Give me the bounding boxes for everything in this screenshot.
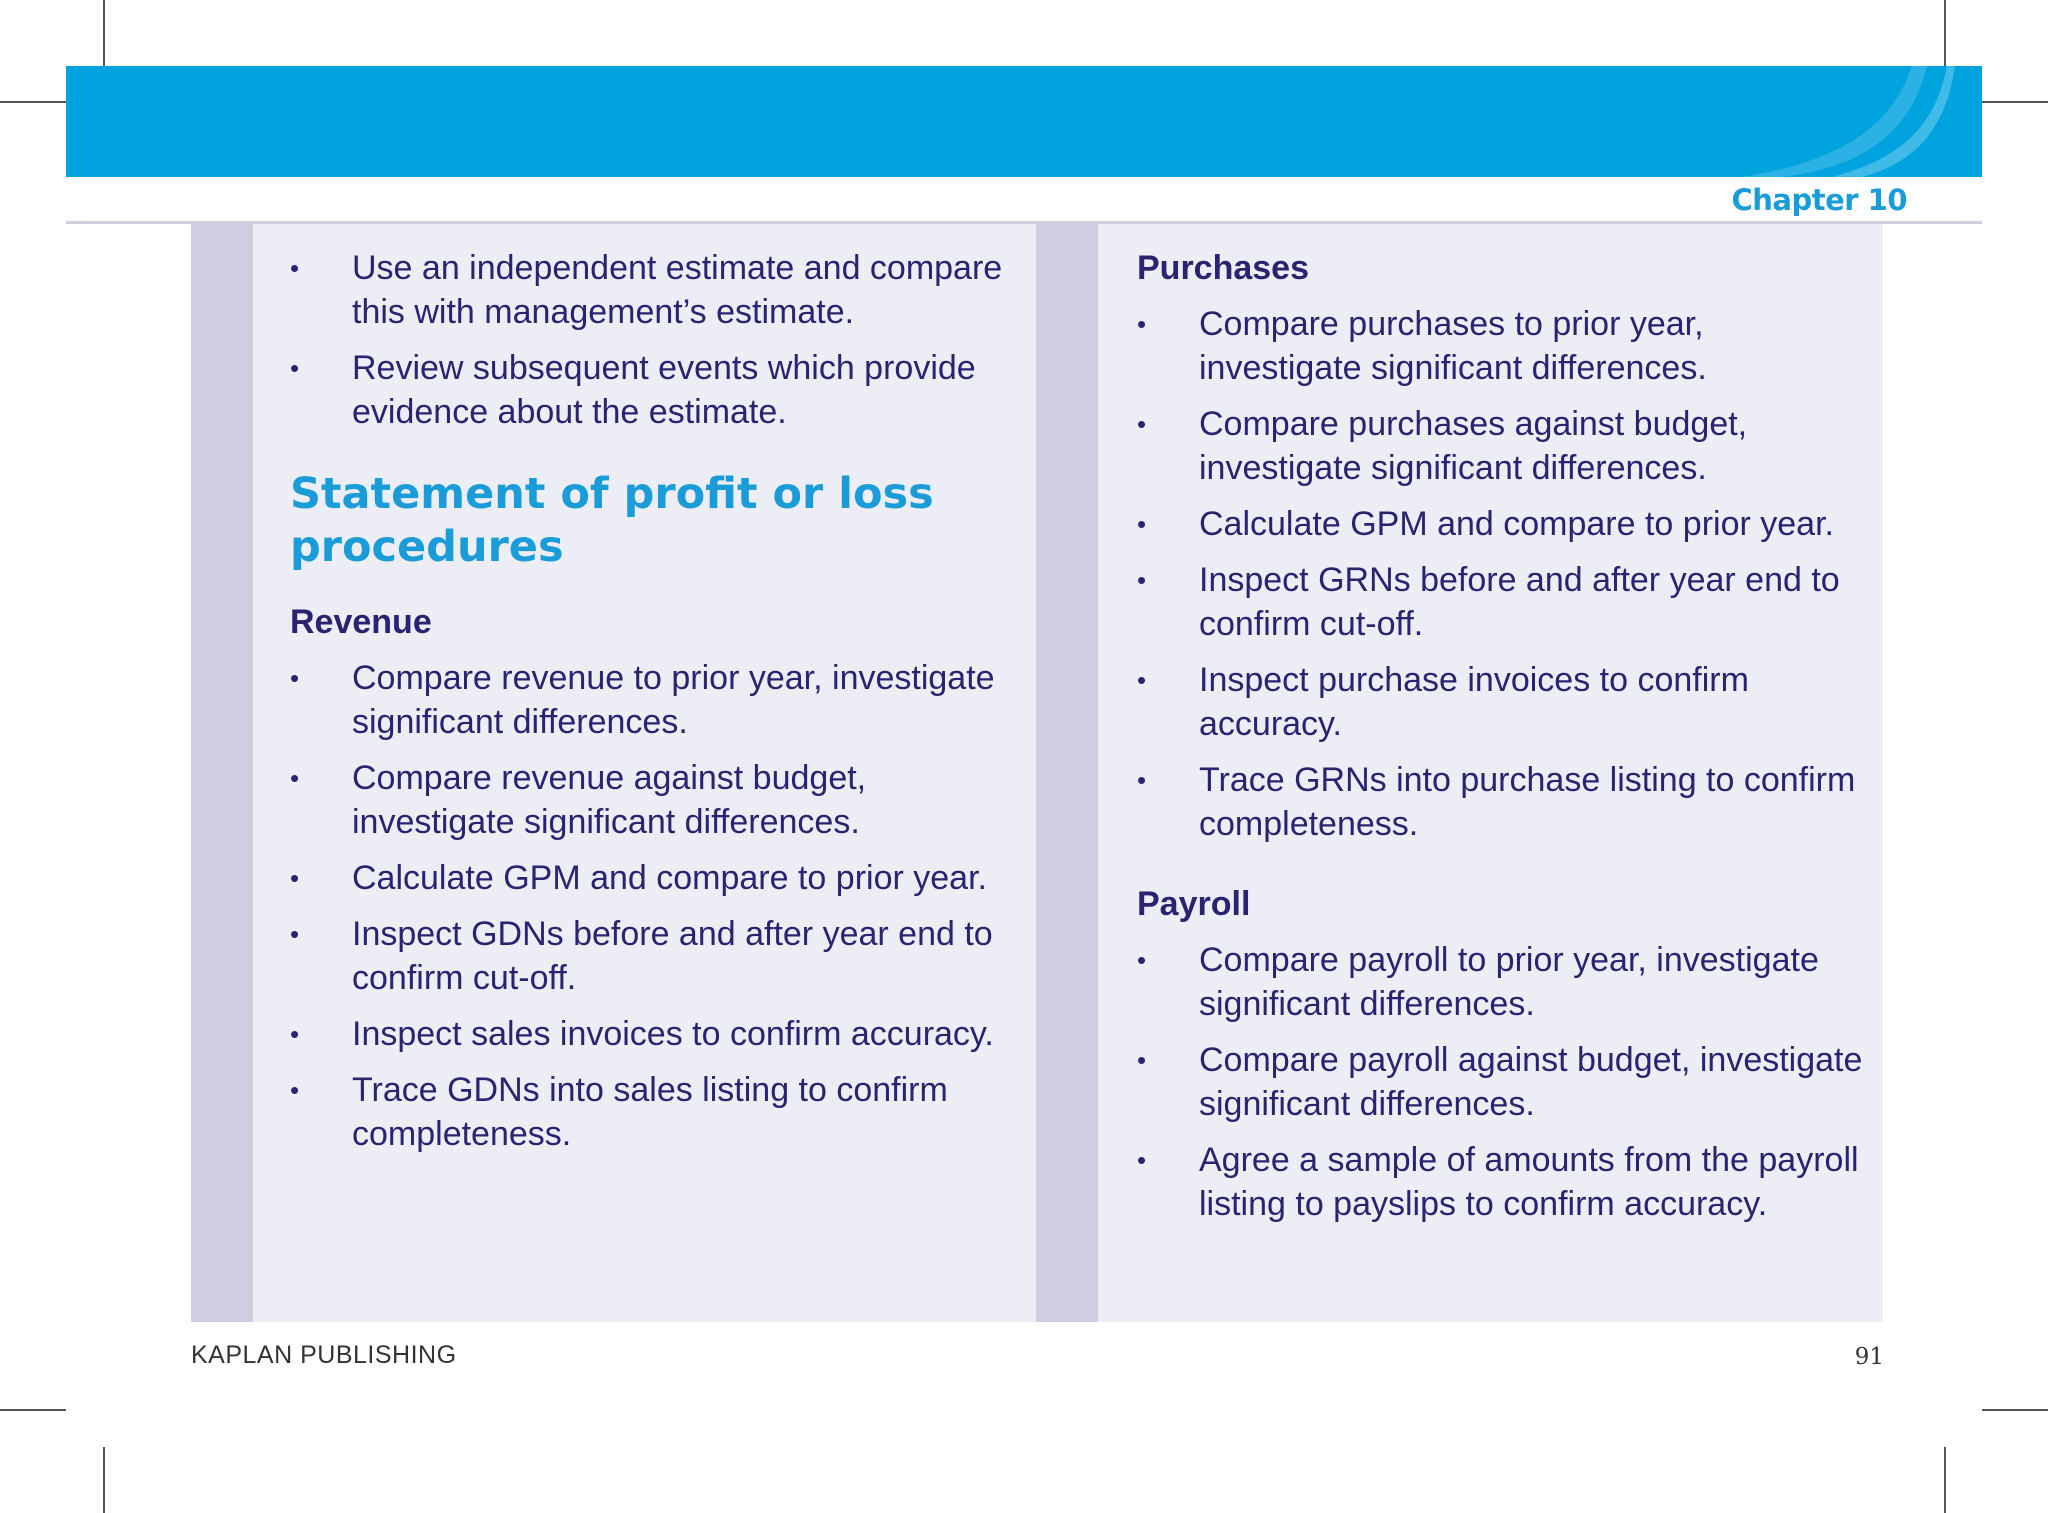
bullet-icon: • [1137, 309, 1147, 339]
right-column [1036, 224, 1883, 1322]
chapter-label: Chapter 10 [1731, 183, 1907, 217]
crop-mark [1982, 101, 2048, 103]
header-banner [66, 66, 1982, 177]
list-item: • Compare purchases against budget, investigate significant differences. [1137, 402, 1867, 490]
column-sidebar [1036, 224, 1098, 1322]
swoosh-decoration [1722, 66, 1982, 177]
list-item: • Agree a sample of amounts from the payroll listing to payslips to confirm accuracy. [1137, 1138, 1867, 1226]
list-item: • Compare payroll against budget, investigate significant differences. [1137, 1038, 1867, 1126]
list-item: • Inspect GDNs before and after year end to confirm cut-off. [290, 912, 1010, 1000]
revenue-title: Revenue [290, 603, 432, 641]
list-item: • Calculate GPM and compare to prior year. [1137, 502, 1867, 546]
left-column [191, 224, 1036, 1322]
bullet-icon: • [1137, 665, 1147, 695]
list-item: • Inspect purchase invoices to confirm accuracy. [1137, 658, 1867, 746]
crop-mark [0, 101, 66, 103]
list-item: • Review subsequent events which provide evidence about the estimate. [290, 346, 1010, 434]
bullet-icon: • [1137, 409, 1147, 439]
list-item: • Use an independent estimate and compare this with management’s estimate. [290, 246, 1010, 334]
crop-mark [1982, 1409, 2048, 1411]
revenue-list [290, 656, 1010, 1156]
bullet-icon: • [1137, 565, 1147, 595]
list-item: • Calculate GPM and compare to prior year. [290, 856, 1010, 900]
bullet-icon: • [1137, 509, 1147, 539]
list-item: • Trace GRNs into purchase listing to confirm completeness. [1137, 758, 1867, 846]
purchases-title: Purchases [1137, 249, 1309, 287]
bullet-icon: • [290, 763, 300, 793]
spacer [1137, 858, 1867, 882]
list-item: • Inspect GRNs before and after year end to confirm cut-off. [1137, 558, 1867, 646]
purchases-list [1137, 302, 1867, 846]
crop-mark [103, 0, 105, 66]
bullet-icon: • [1137, 765, 1147, 795]
section-heading: Statement of profit or loss procedures [290, 469, 934, 572]
list-item: • Compare payroll to prior year, investigate significant differences. [1137, 938, 1867, 1026]
column-sidebar [191, 224, 253, 1322]
bullet-icon: • [290, 919, 300, 949]
bullet-icon: • [290, 253, 300, 283]
bullet-icon: • [290, 353, 300, 383]
list-item: • Trace GDNs into sales listing to confirm completeness. [290, 1068, 1010, 1156]
payroll-title: Payroll [1137, 885, 1251, 923]
list-item: • Compare revenue against budget, investigate significant differences. [290, 756, 1010, 844]
right-content [1137, 246, 1867, 1238]
left-content [290, 246, 1010, 1168]
bullet-icon: • [290, 863, 300, 893]
bullet-icon: • [1137, 1045, 1147, 1075]
list-item: • Compare purchases to prior year, investigate significant differences. [1137, 302, 1867, 390]
intro-list [290, 246, 1010, 434]
list-item: • Compare revenue to prior year, investigate significant differences. [290, 656, 1010, 744]
crop-mark [103, 1447, 105, 1513]
crop-mark [1944, 0, 1946, 66]
bullet-icon: • [290, 1075, 300, 1105]
bullet-icon: • [1137, 1145, 1147, 1175]
bullet-icon: • [1137, 945, 1147, 975]
bullet-icon: • [290, 663, 300, 693]
crop-mark [1944, 1447, 1946, 1513]
payroll-list [1137, 938, 1867, 1226]
bullet-icon: • [290, 1019, 300, 1049]
publisher-footer: KAPLAN PUBLISHING [191, 1341, 457, 1369]
crop-mark [0, 1409, 66, 1411]
page-number: 91 [1854, 1344, 1884, 1370]
list-item: • Inspect sales invoices to confirm accuracy. [290, 1012, 1010, 1056]
